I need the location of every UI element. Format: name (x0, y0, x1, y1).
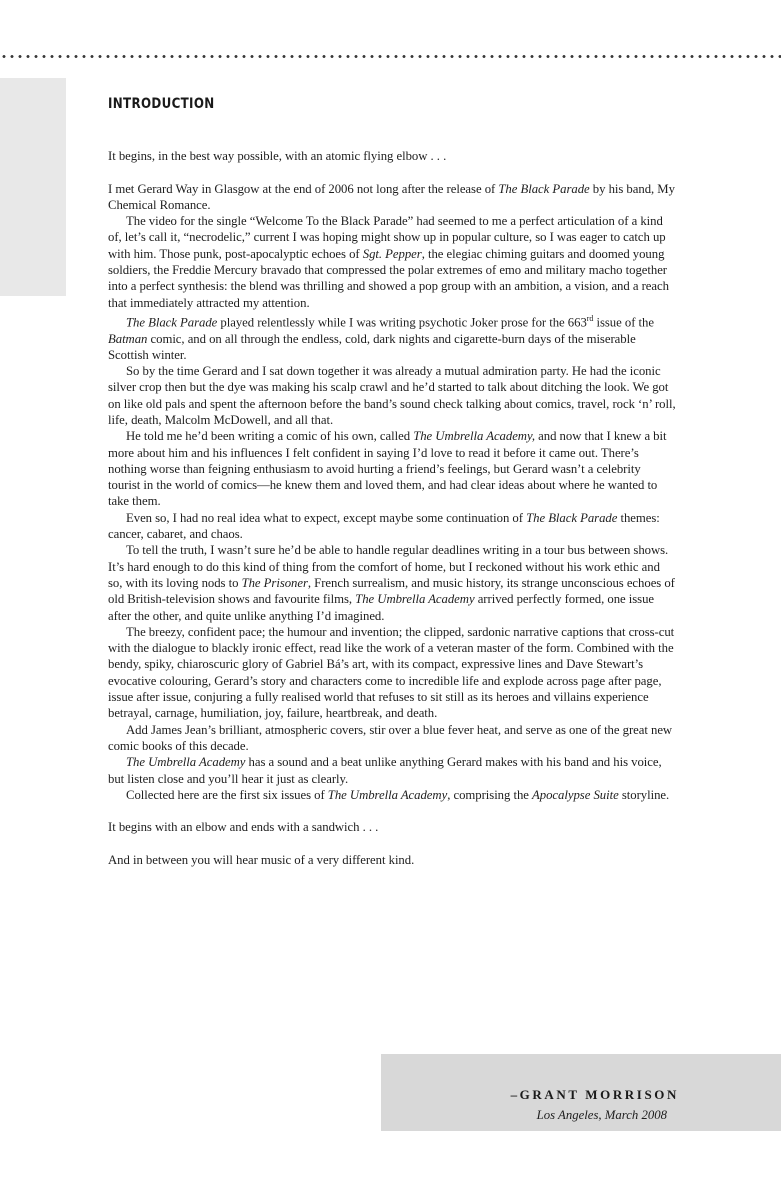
introduction-body (108, 148, 676, 868)
paragraph-breezy-pace: The breezy, confident pace; the humour and invention; the clipped, sardonic narrative captions that cross-cut with the dialogue to blackly ironic effect, read like the work of a veteran master of the form. Combined with the bendy, spiky, chiaroscuric glory of Gabriel Bá’s art, with its compact, expressive lines and Dave Stewart’s evocative colouring, Gerard’s story and characters come to incredible life and explode across page after page, issue after issue, conjuring a fully realised world that refuses to sit still as its heroes and villains experience betrayal, carnage, humiliation, joy, failure, heartbreak, and death. (108, 624, 675, 721)
paragraph-covers: Add James Jean’s brilliant, atmospheric covers, stir over a blue fever heat, and serve as one of the great new comic books of this decade. (108, 722, 673, 753)
paragraph-deadlines: To tell the truth, I wasn’t sure he’d be able to handle regular deadlines writing in a tour bus between shows. It’s hard enough to do this kind of thing from the comfort of home, but I reckoned without his work ethic and so, with its loving nods to The Prisoner, French surrealism, and music history, its strange unconscious echoes of old British-television shows and favourite films, The Umbrella Academy arrived perfectly formed, one issue after the other, and quite unlike anything I’d imagined. (108, 543, 675, 623)
paragraph-black-parade: The Black Parade played relentlessly while I was writing psychotic Joker prose for the 663rd issue of the Batman comic, and on all through the endless, cold, dark nights and cigarette-burn days of the miserable Scottish winter. (108, 313, 654, 362)
paragraph-opening: It begins, in the best way possible, with an atomic flying elbow . . . (108, 149, 447, 163)
paragraph-closing: And in between you will hear music of a very different kind. (108, 853, 415, 868)
paragraph-meeting: I met Gerard Way in Glasgow at the end of 2006 not long after the release of The Black Parade by his band, My Chemical Romance. (108, 181, 675, 212)
dotted-rule-divider (0, 54, 781, 59)
paragraph-expectations: Even so, I had no real idea what to expect, except maybe some continuation of The Black Parade themes: cancer, cabaret, and chaos. (108, 510, 660, 542)
author-signature: –GRANT MORRISON (510, 1087, 679, 1102)
page-heading: INTRODUCTION (108, 96, 215, 112)
signature-place-date: Los Angeles, March 2008 (536, 1108, 667, 1122)
paragraph-elbow-sandwich: It begins with an elbow and ends with a sandwich . . . (108, 820, 379, 835)
paragraph-collected: Collected here are the first six issues of The Umbrella Academy, comprising the Apocalypse Suite storyline. (126, 787, 670, 802)
paragraph-comic-of-his-own: He told me he’d been writing a comic of his own, called The Umbrella Academy, and now that I knew a bit more about him and his influences I felt confident in saying I’d love to read it before it came out. There’s nothing worse than feigning enthusiasm to avoid hurting a friend’s feelings, but Gerard wasn’t a celebrity tourist in the world of comics—he knew them and loved them, and had clear ideas about where he wanted to take them. (108, 429, 667, 509)
paragraph-video: The video for the single “Welcome To the Black Parade” had seemed to me a perfect articulation of a kind of, let’s call it, “necrodelic,” current I was hoping might show up in popular culture, so I was eager to catch up with him. Those punk, post-apocalyptic echoes of Sgt. Pepper, the elegiac chiming guitars and doomed young soldiers, the Freddie Mercury bravado that compressed the polar extremes of emo and military macho together into a perfect synthesis: the blend was thrilling and showed a pop group with an ambition, a vision, and a reach that immediately attracted my attention. (108, 214, 669, 310)
side-tab-block (0, 78, 66, 296)
paragraph-admiration: So by the time Gerard and I sat down together it was already a mutual admiration party. He had the iconic silver crop then but the dye was making his scalp crawl and he’d started to talk about ditching the look. We got on like old pals and spent the afternoon before the band’s sound check talking about comics, travel, rock ‘n’ roll, life, death, Malcolm McDowell, and all that. (108, 364, 676, 427)
paragraph-sound-and-beat: The Umbrella Academy has a sound and a beat unlike anything Gerard makes with his band and his voice, but listen close and you’ll hear it just as clearly. (108, 755, 662, 786)
